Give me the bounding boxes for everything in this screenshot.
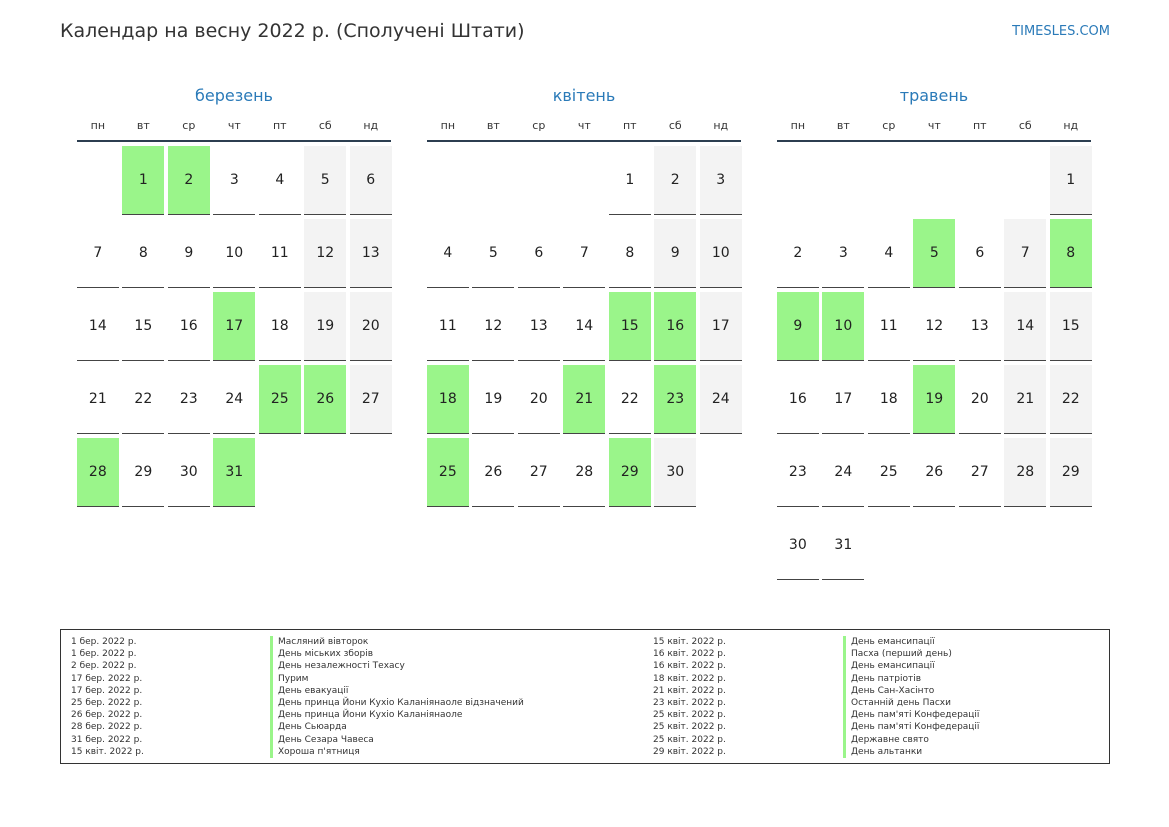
holiday-date: 26 бер. 2022 р. (71, 710, 143, 721)
empty-cell (913, 146, 955, 215)
holiday-names-column (270, 636, 524, 758)
weekday-label: нд (713, 119, 729, 132)
day-cell: 13 (518, 292, 560, 361)
weekday-label: пн (440, 119, 456, 132)
month-name: травень (899, 86, 969, 105)
day-cell: 1 (1050, 146, 1092, 215)
day-cell: 24 (700, 365, 742, 434)
day-cell: 25 (868, 438, 910, 507)
day-cell-holiday: 15 (609, 292, 651, 361)
holiday-dates-column (71, 636, 144, 758)
day-cell: 31 (822, 511, 864, 580)
day-cell: 19 (472, 365, 514, 434)
holiday-name: День емансипації (843, 660, 979, 672)
empty-cell (777, 146, 819, 215)
holiday-date: 28 бер. 2022 р. (71, 722, 143, 733)
day-grid (777, 146, 1091, 580)
weekday-header (77, 116, 391, 136)
brand-link[interactable]: TIMESLES.COM (1012, 24, 1110, 39)
holiday-date: 16 квіт. 2022 р. (653, 649, 726, 660)
day-cell-holiday: 17 (213, 292, 255, 361)
day-cell: 2 (654, 146, 696, 215)
day-cell: 27 (959, 438, 1001, 507)
weekday-label: сб (1018, 119, 1032, 132)
holiday-name: День пам'яті Конфедерації (843, 709, 979, 721)
day-cell-holiday: 25 (427, 438, 469, 507)
day-cell: 19 (304, 292, 346, 361)
holiday-name: Масляний вівторок (270, 636, 524, 648)
day-cell-holiday: 29 (609, 438, 651, 507)
weekday-header (427, 116, 741, 136)
holiday-date: 16 квіт. 2022 р. (653, 661, 726, 672)
holiday-dates-column (653, 636, 726, 758)
holiday-date: 31 бер. 2022 р. (71, 734, 143, 745)
holiday-date: 23 квіт. 2022 р. (653, 698, 726, 709)
weekday-label: чт (227, 119, 241, 132)
day-cell-holiday: 28 (77, 438, 119, 507)
empty-cell (959, 146, 1001, 215)
day-cell: 7 (77, 219, 119, 288)
day-cell: 18 (868, 365, 910, 434)
day-cell: 11 (427, 292, 469, 361)
empty-cell (518, 146, 560, 215)
day-cell: 14 (563, 292, 605, 361)
day-cell-holiday: 16 (654, 292, 696, 361)
header-divider (427, 140, 741, 142)
day-cell-holiday: 21 (563, 365, 605, 434)
day-cell: 9 (654, 219, 696, 288)
weekday-header (777, 116, 1091, 136)
weekday-label: нд (1063, 119, 1079, 132)
day-cell: 22 (1050, 365, 1092, 434)
day-cell: 26 (913, 438, 955, 507)
weekday-label: ср (182, 119, 196, 132)
day-cell: 24 (822, 438, 864, 507)
holiday-date: 25 квіт. 2022 р. (653, 710, 726, 721)
day-cell: 23 (168, 365, 210, 434)
day-cell: 5 (472, 219, 514, 288)
month-2 (427, 84, 741, 507)
day-cell: 30 (168, 438, 210, 507)
day-cell: 2 (777, 219, 819, 288)
weekday-label: чт (577, 119, 591, 132)
day-cell-holiday: 2 (168, 146, 210, 215)
day-cell: 17 (822, 365, 864, 434)
weekday-label: пт (272, 119, 287, 132)
day-grid (427, 146, 741, 507)
holiday-name: Пасха (перший день) (843, 648, 979, 660)
day-cell: 30 (777, 511, 819, 580)
holiday-date: 17 бер. 2022 р. (71, 673, 143, 684)
day-cell: 14 (1004, 292, 1046, 361)
day-cell-holiday: 25 (259, 365, 301, 434)
page-title: Календар на весну 2022 р. (Сполучені Штати) (60, 20, 525, 42)
day-cell: 9 (168, 219, 210, 288)
holiday-name: День Сьюарда (270, 721, 524, 733)
day-cell: 20 (350, 292, 392, 361)
empty-cell (472, 146, 514, 215)
day-cell-holiday: 9 (777, 292, 819, 361)
day-cell: 7 (563, 219, 605, 288)
holiday-name: День альтанки (843, 746, 979, 758)
month-3 (777, 84, 1091, 580)
holiday-date: 21 квіт. 2022 р. (653, 685, 726, 696)
holiday-date: 17 бер. 2022 р. (71, 685, 143, 696)
weekday-label: ср (532, 119, 546, 132)
holiday-name: День незалежності Техасу (270, 660, 524, 672)
day-cell: 4 (868, 219, 910, 288)
day-cell: 1 (609, 146, 651, 215)
weekday-label: сб (668, 119, 682, 132)
day-cell: 11 (259, 219, 301, 288)
empty-cell (822, 146, 864, 215)
weekday-label: пн (790, 119, 806, 132)
day-cell: 4 (427, 219, 469, 288)
empty-cell (868, 146, 910, 215)
holiday-name: День принца Йони Кухіо Каланіянаоле відзначений (270, 697, 524, 709)
day-cell: 28 (1004, 438, 1046, 507)
holiday-date: 25 бер. 2022 р. (71, 698, 143, 709)
holiday-name: День пам'яті Конфедерації (843, 721, 979, 733)
weekday-label: вт (486, 119, 500, 132)
empty-cell (563, 146, 605, 215)
day-cell: 13 (959, 292, 1001, 361)
day-grid (77, 146, 391, 507)
day-cell: 10 (700, 219, 742, 288)
empty-cell (77, 146, 119, 215)
holiday-name: День міських зборів (270, 648, 524, 660)
day-cell-holiday: 26 (304, 365, 346, 434)
holiday-name: Пурим (270, 673, 524, 685)
weekday-label: пт (972, 119, 987, 132)
day-cell: 21 (1004, 365, 1046, 434)
day-cell: 22 (122, 365, 164, 434)
day-cell: 6 (959, 219, 1001, 288)
holiday-name: День патріотів (843, 673, 979, 685)
holiday-date: 15 квіт. 2022 р. (71, 746, 144, 757)
day-cell: 17 (700, 292, 742, 361)
day-cell: 10 (213, 219, 255, 288)
header-divider (777, 140, 1091, 142)
day-cell: 20 (518, 365, 560, 434)
day-cell: 29 (122, 438, 164, 507)
day-cell: 12 (304, 219, 346, 288)
weekday-label: пт (622, 119, 637, 132)
day-cell-holiday: 31 (213, 438, 255, 507)
day-cell: 23 (777, 438, 819, 507)
weekday-label: вт (136, 119, 150, 132)
holiday-names-column (843, 636, 979, 758)
day-cell: 20 (959, 365, 1001, 434)
holiday-date: 1 бер. 2022 р. (71, 649, 137, 660)
day-cell: 16 (168, 292, 210, 361)
month-name: квітень (552, 86, 616, 105)
weekday-label: нд (363, 119, 379, 132)
day-cell: 26 (472, 438, 514, 507)
header-divider (77, 140, 391, 142)
empty-cell (1004, 146, 1046, 215)
day-cell: 27 (518, 438, 560, 507)
day-cell: 18 (259, 292, 301, 361)
holiday-date: 15 квіт. 2022 р. (653, 637, 726, 647)
day-cell-holiday: 23 (654, 365, 696, 434)
day-cell: 30 (654, 438, 696, 507)
day-cell: 12 (472, 292, 514, 361)
day-cell: 11 (868, 292, 910, 361)
holiday-date: 2 бер. 2022 р. (71, 661, 137, 672)
weekday-label: ср (882, 119, 896, 132)
day-cell: 8 (609, 219, 651, 288)
day-cell: 4 (259, 146, 301, 215)
holiday-date: 25 квіт. 2022 р. (653, 734, 726, 745)
day-cell-holiday: 8 (1050, 219, 1092, 288)
holiday-date: 18 квіт. 2022 р. (653, 673, 726, 684)
day-cell-holiday: 18 (427, 365, 469, 434)
day-cell: 6 (518, 219, 560, 288)
day-cell: 15 (122, 292, 164, 361)
day-cell: 21 (77, 365, 119, 434)
day-cell: 8 (122, 219, 164, 288)
weekday-label: пн (90, 119, 106, 132)
holiday-name: Хороша п'ятниця (270, 746, 524, 758)
month-1 (77, 84, 391, 507)
holiday-name: Державне свято (843, 734, 979, 746)
day-cell: 3 (700, 146, 742, 215)
day-cell: 27 (350, 365, 392, 434)
day-cell: 24 (213, 365, 255, 434)
weekday-label: вт (836, 119, 850, 132)
day-cell: 7 (1004, 219, 1046, 288)
holiday-date: 25 квіт. 2022 р. (653, 722, 726, 733)
empty-cell (427, 146, 469, 215)
weekday-label: чт (927, 119, 941, 132)
day-cell: 3 (213, 146, 255, 215)
day-cell: 12 (913, 292, 955, 361)
day-cell-holiday: 10 (822, 292, 864, 361)
day-cell-holiday: 1 (122, 146, 164, 215)
holiday-name: Останній день Пасхи (843, 697, 979, 709)
day-cell-holiday: 19 (913, 365, 955, 434)
month-name: березень (195, 86, 273, 105)
day-cell: 16 (777, 365, 819, 434)
day-cell: 13 (350, 219, 392, 288)
day-cell: 15 (1050, 292, 1092, 361)
holiday-date: 1 бер. 2022 р. (71, 637, 137, 647)
day-cell: 14 (77, 292, 119, 361)
holiday-name: День Сан-Хасінто (843, 685, 979, 697)
day-cell: 3 (822, 219, 864, 288)
holiday-date: 29 квіт. 2022 р. (653, 746, 726, 757)
day-cell-holiday: 5 (913, 219, 955, 288)
day-cell: 6 (350, 146, 392, 215)
day-cell: 29 (1050, 438, 1092, 507)
holiday-name: День евакуації (270, 685, 524, 697)
day-cell: 5 (304, 146, 346, 215)
holiday-name: День емансипації (843, 636, 979, 648)
holiday-name: День Сезара Чавеса (270, 734, 524, 746)
day-cell: 28 (563, 438, 605, 507)
holiday-list (60, 629, 1110, 764)
day-cell: 22 (609, 365, 651, 434)
weekday-label: сб (318, 119, 332, 132)
holiday-name: День принца Йони Кухіо Каланіянаоле (270, 709, 524, 721)
